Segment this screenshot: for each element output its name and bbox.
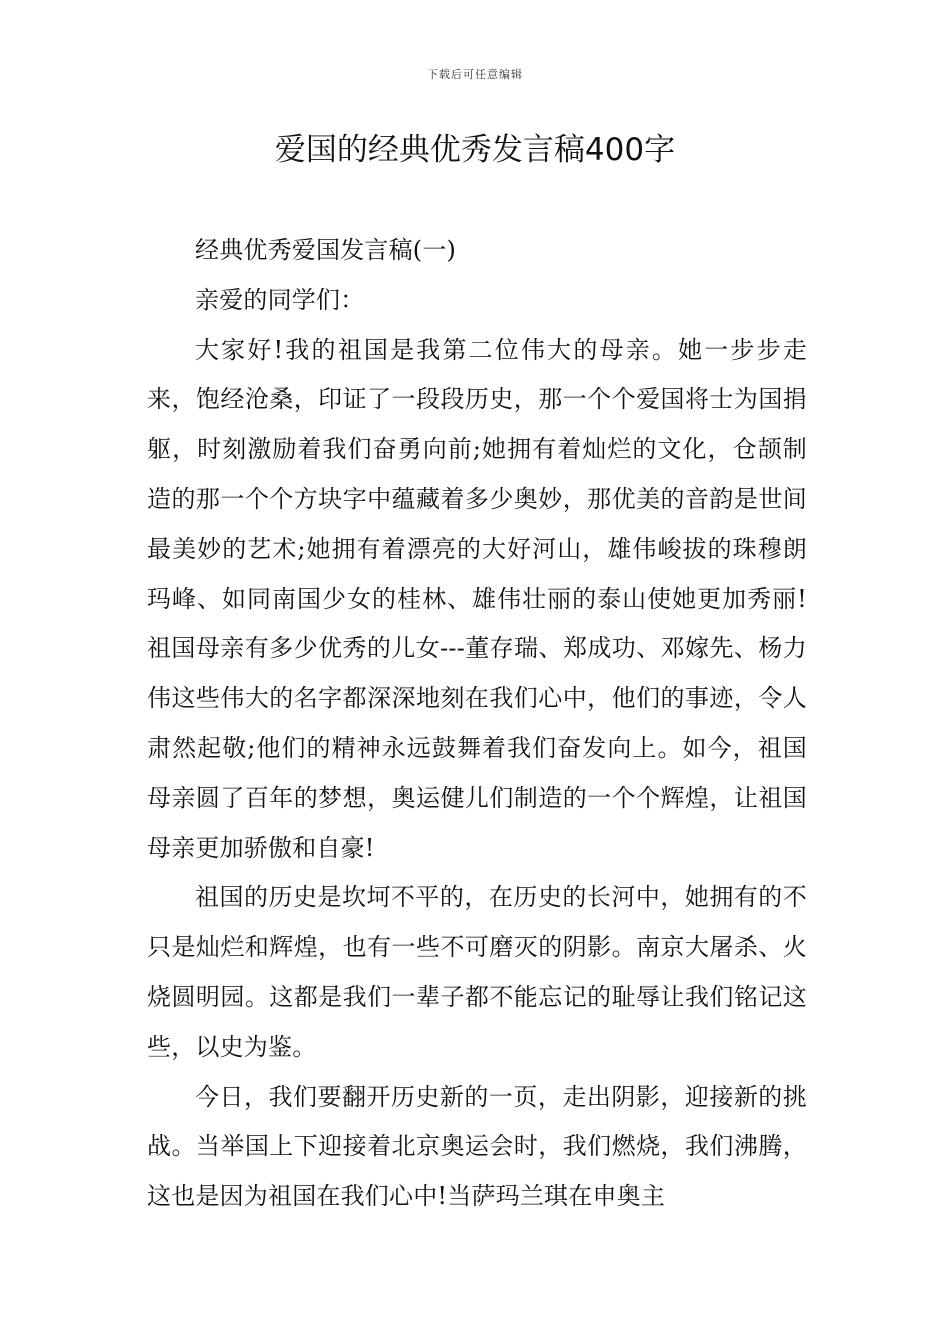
paragraph-body-1: 大家好!我的祖国是我第二位伟大的母亲。她一步步走来，饱经沧桑，印证了一段段历史，那一个个爱国将士为国捐躯，时刻激励着我们奋勇向前;她拥有着灿烂的文化，仓颉制造的那一个个方块字中蕴藏着多少奥妙，那优美的音韵是世间最美妙的艺术;她拥有着漂亮的大好河山，雄伟峻拔的珠穆朗玛峰、如同南国少女的桂林、雄伟壮丽的泰山使她更加秀丽!祖国母亲有多少优秀的儿女---董存瑞、郑成功、邓嫁先、杨力伟这些伟大的名字都深深地刻在我们心中，他们的事迹，令人肃然起敬;他们的精神永远鼓舞着我们奋发向上。如今，祖国母亲圆了百年的梦想，奥运健儿们制造的一个个辉煌，让祖国母亲更加骄傲和自豪!: [147, 335, 807, 862]
document-body: [147, 226, 807, 1222]
header-note: 下载后可任意编辑: [427, 68, 523, 81]
paragraph-subtitle: 经典优秀爱国发言稿(一): [195, 236, 457, 264]
paragraph-body-3: 今日，我们要翻开历史新的一页，走出阴影，迎接新的挑战。当举国上下迎接着北京奥运会时，我们燃烧，我们沸腾，这也是因为祖国在我们心中!当萨玛兰琪在申奥主: [147, 1082, 807, 1211]
paragraph-greeting: 亲爱的同学们：: [195, 285, 365, 314]
document-title: 爱国的经典优秀发言稿400字: [274, 132, 676, 168]
paragraph-body-2: 祖国的历史是坎坷不平的，在历史的长河中，她拥有的不只是灿烂和辉煌，也有一些不可磨灭的阴影。南京大屠杀、火烧圆明园。这都是我们一辈子都不能忘记的耻辱让我们铭记这些，以史为鉴。: [147, 883, 807, 1061]
